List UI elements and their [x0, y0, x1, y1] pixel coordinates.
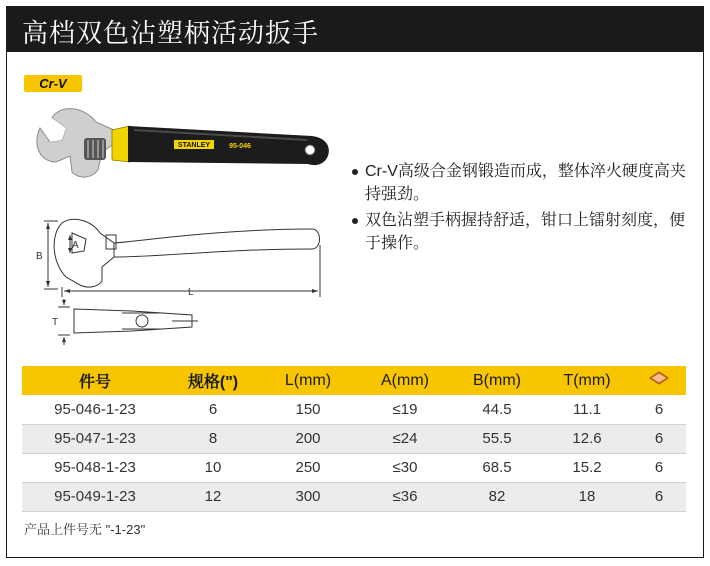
dimension-l-label: L [188, 287, 194, 298]
spec-table [22, 366, 686, 512]
bullet-dot-icon [352, 218, 358, 224]
cell-t: 18 [542, 482, 632, 511]
column-header-a: A(mm) [358, 366, 452, 395]
cell-length: 300 [258, 482, 358, 511]
cell-b: 82 [452, 482, 542, 511]
cell-t: 11.1 [572, 400, 602, 418]
table-row [22, 424, 686, 453]
feature-item [350, 160, 695, 206]
table-row [22, 453, 686, 482]
dimension-diagram [22, 205, 342, 355]
cell-length: 150 [295, 400, 321, 418]
cell-size: 12 [168, 482, 258, 511]
feature-text: 双色沾塑手柄握持舒适，钳口上镭射刻度，便于操作。 [365, 212, 686, 252]
cell-size: 8 [168, 424, 258, 453]
footnote: 产品上件号无 "-1-23" [24, 522, 146, 537]
wrench-product-image [22, 100, 342, 200]
box-icon [648, 370, 670, 386]
feature-text: Cr-V高级合金钢锻造而成，整体淬火硬度高夹持强劲。 [365, 163, 686, 203]
dimension-b-label: B [36, 251, 43, 262]
column-header-b: B(mm) [452, 366, 542, 395]
column-header-pack [632, 366, 686, 395]
table-header-row [22, 366, 686, 395]
title-bar [6, 6, 704, 52]
cell-pack: 6 [654, 459, 664, 476]
cell-a: ≤30 [392, 459, 418, 476]
cell-length: 200 [258, 424, 358, 453]
table-row [22, 395, 686, 424]
cell-size: 10 [204, 459, 222, 476]
dimension-t-label: T [52, 317, 59, 328]
cell-pack: 6 [654, 400, 664, 418]
cell-b: 68.5 [482, 459, 512, 476]
model-text: 95-046 [229, 143, 251, 150]
material-badge [24, 75, 82, 92]
cell-part-number: 95-049-1-23 [22, 482, 168, 511]
cell-part-number: 95-046-1-23 [54, 400, 136, 418]
cell-b: 55.5 [452, 424, 542, 453]
column-header-part-number: 件号 [22, 366, 168, 395]
column-header-length: L(mm) [258, 366, 358, 395]
cell-a: ≤36 [358, 482, 452, 511]
dimension-a-label: A [72, 240, 79, 251]
cell-part-number: 95-048-1-23 [54, 459, 136, 476]
bullet-dot-icon [352, 169, 358, 175]
cell-t: 12.6 [542, 424, 632, 453]
cell-a: ≤19 [392, 400, 418, 418]
cell-part-number: 95-047-1-23 [22, 424, 168, 453]
column-header-t: T(mm) [542, 366, 632, 395]
cell-t: 15.2 [572, 459, 602, 476]
brand-text: STANLEY [177, 142, 211, 149]
cell-pack: 6 [632, 482, 686, 511]
cell-b: 44.5 [482, 400, 512, 418]
cell-a: ≤24 [358, 424, 452, 453]
table-row [22, 482, 686, 511]
feature-item [350, 209, 695, 255]
cell-length: 250 [295, 459, 321, 476]
cell-pack: 6 [632, 424, 686, 453]
material-badge-label: Cr-V [39, 76, 67, 91]
column-header-size: 规格(") [168, 366, 258, 395]
feature-list [350, 160, 695, 258]
page-title: 高档双色沾塑柄活动扳手 [22, 18, 320, 48]
cell-size: 6 [208, 400, 218, 418]
